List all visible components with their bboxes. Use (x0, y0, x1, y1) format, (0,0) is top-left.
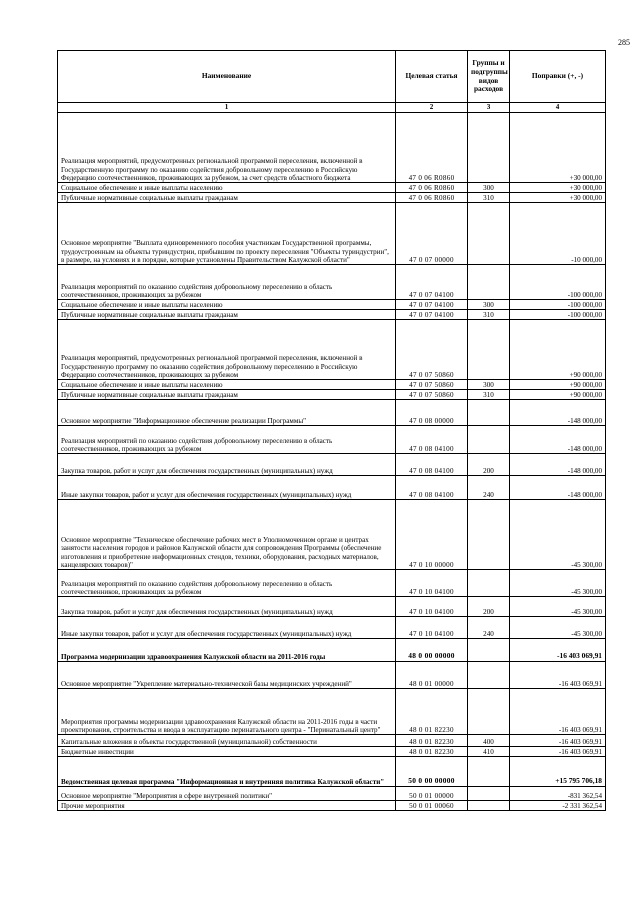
row-name: Прочие мероприятия (58, 801, 396, 811)
row-target-article: 48 0 01 82230 (396, 735, 468, 747)
row-name: Основное мероприятие "Техническое обеспечение рабочих мест в Уполномоченном органе и центрах занятости населения городов и районов Калужской области для сопровождения Программы (обеспечение изготовления и приобретение информационных стендов, техники, оборудования, расходных материалов, канцелярских товаров)" (58, 500, 396, 570)
row-amendment-amount: +90 000,00 (510, 320, 606, 380)
row-name: Публичные нормативные социальные выплаты гражданам (58, 390, 396, 400)
row-expense-group: 300 (468, 183, 510, 193)
row-name: Реализация мероприятий, предусмотренных региональной программой переселения, включенной в Государственную программу по оказанию содействия добровольному переселению в Российскую Федерацию соотечественников, проживающих за рубежом, за счет средств областного бюджета (58, 113, 396, 183)
row-expense-group (468, 787, 510, 801)
row-name: Закупка товаров, работ и услуг для обеспечения государственных (муниципальных) нужд (58, 454, 396, 476)
row-name: Иные закупки товаров, работ и услуг для обеспечения государственных (муниципальных) нужд (58, 617, 396, 639)
row-name: Ведомственная целевая программа "Информационная и внутренняя политика Калужской области" (58, 757, 396, 787)
table-row (58, 265, 606, 300)
column-number-2: 2 (396, 103, 468, 113)
row-expense-group (468, 265, 510, 300)
row-target-article: 47 0 07 04100 (396, 310, 468, 320)
row-target-article: 47 0 08 00000 (396, 400, 468, 426)
column-number-row (58, 103, 606, 113)
row-amendment-amount: -45 300,00 (510, 500, 606, 570)
row-target-article: 48 0 01 82230 (396, 689, 468, 735)
row-expense-group (468, 426, 510, 454)
row-amendment-amount: +30 000,00 (510, 113, 606, 183)
row-expense-group: 240 (468, 617, 510, 639)
header-name: Наименование (58, 51, 396, 103)
table-row (58, 757, 606, 787)
row-name: Иные закупки товаров, работ и услуг для обеспечения государственных (муниципальных) нужд (58, 476, 396, 500)
row-target-article: 50 0 00 00000 (396, 757, 468, 787)
row-amendment-amount: +90 000,00 (510, 380, 606, 390)
row-name: Публичные нормативные социальные выплаты гражданам (58, 193, 396, 203)
row-amendment-amount: -45 300,00 (510, 597, 606, 617)
row-expense-group: 240 (468, 476, 510, 500)
row-name: Основное мероприятие "Укрепление материально-технической базы медицинских учреждений" (58, 662, 396, 689)
row-name: Социальное обеспечение и иные выплаты населению (58, 183, 396, 193)
row-amendment-amount: -16 403 069,91 (510, 662, 606, 689)
row-amendment-amount: -148 000,00 (510, 400, 606, 426)
row-expense-group (468, 400, 510, 426)
table-row (58, 500, 606, 570)
row-target-article: 48 0 00 00000 (396, 639, 468, 662)
row-amendment-amount: -2 331 362,54 (510, 801, 606, 811)
table-row (58, 570, 606, 597)
row-target-article: 48 0 01 82230 (396, 747, 468, 757)
row-expense-group: 300 (468, 300, 510, 310)
row-amendment-amount: -148 000,00 (510, 426, 606, 454)
header-amendments: Поправки (+, -) (510, 51, 606, 103)
row-target-article: 47 0 10 04100 (396, 570, 468, 597)
row-amendment-amount: -831 362,54 (510, 787, 606, 801)
table-row (58, 801, 606, 811)
row-amendment-amount: +15 795 706,18 (510, 757, 606, 787)
table-row (58, 639, 606, 662)
row-target-article: 47 0 07 04100 (396, 300, 468, 310)
row-name: Закупка товаров, работ и услуг для обеспечения государственных (муниципальных) нужд (58, 597, 396, 617)
row-target-article: 47 0 08 04100 (396, 454, 468, 476)
header-expense-groups: Группы и подгруппы видов расходов (468, 51, 510, 103)
row-target-article: 47 0 10 04100 (396, 617, 468, 639)
row-target-article: 47 0 08 04100 (396, 426, 468, 454)
column-number-4: 4 (510, 103, 606, 113)
row-target-article: 47 0 06 R0860 (396, 113, 468, 183)
row-target-article: 47 0 07 50860 (396, 390, 468, 400)
table-row (58, 747, 606, 757)
table-header-row (58, 51, 606, 103)
row-amendment-amount: +30 000,00 (510, 183, 606, 193)
table-body (58, 113, 606, 811)
row-target-article: 47 0 06 R0860 (396, 183, 468, 193)
row-expense-group (468, 639, 510, 662)
row-expense-group: 300 (468, 380, 510, 390)
table-row (58, 380, 606, 390)
row-name: Социальное обеспечение и иные выплаты населению (58, 380, 396, 390)
table-row (58, 203, 606, 265)
row-name: Бюджетные инвестиции (58, 747, 396, 757)
header-target-article: Целевая статья (396, 51, 468, 103)
row-expense-group (468, 801, 510, 811)
row-target-article: 50 0 01 00000 (396, 787, 468, 801)
row-amendment-amount: -100 000,00 (510, 310, 606, 320)
row-name: Основное мероприятие "Информационное обеспечение реализации Программы" (58, 400, 396, 426)
row-name: Реализация мероприятий, предусмотренных региональной программой переселения, включенной в Государственную программу по оказанию содействия добровольному переселению в Российскую Федерацию соотечественников, проживающих за рубежом (58, 320, 396, 380)
row-expense-group (468, 320, 510, 380)
row-expense-group: 410 (468, 747, 510, 757)
row-name: Капитальные вложения в объекты государственной (муниципальной) собственности (58, 735, 396, 747)
row-target-article: 47 0 08 04100 (396, 476, 468, 500)
row-expense-group: 310 (468, 390, 510, 400)
table-row (58, 735, 606, 747)
row-amendment-amount: -10 000,00 (510, 203, 606, 265)
row-name: Реализация мероприятий по оказанию содействия добровольному переселению в область соотечественников, проживающих за рубежом (58, 426, 396, 454)
row-name: Основное мероприятие "Выплата единовременного пособия участникам Государственной программы, трудоустроенным на объекты туриндустрии, прибывшим по проекту переселения "Объекты туриндустрии", в размере, на условиях и в порядке, которые установлены Правительством Калужской области" (58, 203, 396, 265)
row-expense-group: 310 (468, 310, 510, 320)
table-row (58, 426, 606, 454)
row-amendment-amount: -16 403 069,91 (510, 747, 606, 757)
table-row (58, 617, 606, 639)
row-amendment-amount: -45 300,00 (510, 570, 606, 597)
row-expense-group: 200 (468, 454, 510, 476)
row-target-article: 47 0 07 50860 (396, 320, 468, 380)
table-row (58, 476, 606, 500)
row-target-article: 48 0 01 00000 (396, 662, 468, 689)
table-row (58, 454, 606, 476)
row-amendment-amount: -100 000,00 (510, 300, 606, 310)
row-amendment-amount: -148 000,00 (510, 454, 606, 476)
row-expense-group (468, 203, 510, 265)
row-target-article: 47 0 06 R0860 (396, 193, 468, 203)
row-target-article: 47 0 07 50860 (396, 380, 468, 390)
row-amendment-amount: -148 000,00 (510, 476, 606, 500)
row-name: Реализация мероприятий по оказанию содействия добровольному переселению в область соотечественников, проживающих за рубежом (58, 265, 396, 300)
row-expense-group (468, 113, 510, 183)
row-amendment-amount: -45 300,00 (510, 617, 606, 639)
row-expense-group (468, 757, 510, 787)
table-row (58, 113, 606, 183)
row-name: Программа модернизации здравоохранения Калужской области на 2011-2016 годы (58, 639, 396, 662)
row-expense-group: 400 (468, 735, 510, 747)
row-target-article: 50 0 01 00060 (396, 801, 468, 811)
column-number-1: 1 (58, 103, 396, 113)
row-amendment-amount: -16 403 069,91 (510, 689, 606, 735)
row-target-article: 47 0 10 04100 (396, 597, 468, 617)
table-row (58, 310, 606, 320)
row-amendment-amount: +30 000,00 (510, 193, 606, 203)
table-row (58, 689, 606, 735)
row-name: Основное мероприятие "Мероприятия в сфере внутренней политики" (58, 787, 396, 801)
budget-amendments-table (57, 50, 606, 811)
row-target-article: 47 0 07 04100 (396, 265, 468, 300)
row-expense-group: 310 (468, 193, 510, 203)
row-expense-group (468, 500, 510, 570)
row-name: Социальное обеспечение и иные выплаты населению (58, 300, 396, 310)
page-number: 285 (618, 38, 630, 47)
row-expense-group (468, 689, 510, 735)
row-amendment-amount: -16 403 069,91 (510, 735, 606, 747)
row-amendment-amount: -100 000,00 (510, 265, 606, 300)
row-name: Реализация мероприятий по оказанию содействия добровольному переселению в область соотечественников, проживающих за рубежом (58, 570, 396, 597)
row-target-article: 47 0 10 00000 (396, 500, 468, 570)
table-row (58, 390, 606, 400)
row-name: Публичные нормативные социальные выплаты гражданам (58, 310, 396, 320)
row-expense-group (468, 570, 510, 597)
table-row (58, 183, 606, 193)
table-row (58, 662, 606, 689)
row-expense-group (468, 662, 510, 689)
column-number-3: 3 (468, 103, 510, 113)
table-row (58, 300, 606, 310)
row-amendment-amount: -16 403 069,91 (510, 639, 606, 662)
row-amendment-amount: +90 000,00 (510, 390, 606, 400)
table-row (58, 320, 606, 380)
table-row (58, 193, 606, 203)
row-target-article: 47 0 07 00000 (396, 203, 468, 265)
table-row (58, 787, 606, 801)
table-row (58, 597, 606, 617)
row-name: Мероприятия программы модернизации здравоохранения Калужской области на 2011-2016 годы в части проектирования, строительства и ввода в эксплуатацию перинатального центра - "Перинатальный центр" (58, 689, 396, 735)
row-expense-group: 200 (468, 597, 510, 617)
table-row (58, 400, 606, 426)
